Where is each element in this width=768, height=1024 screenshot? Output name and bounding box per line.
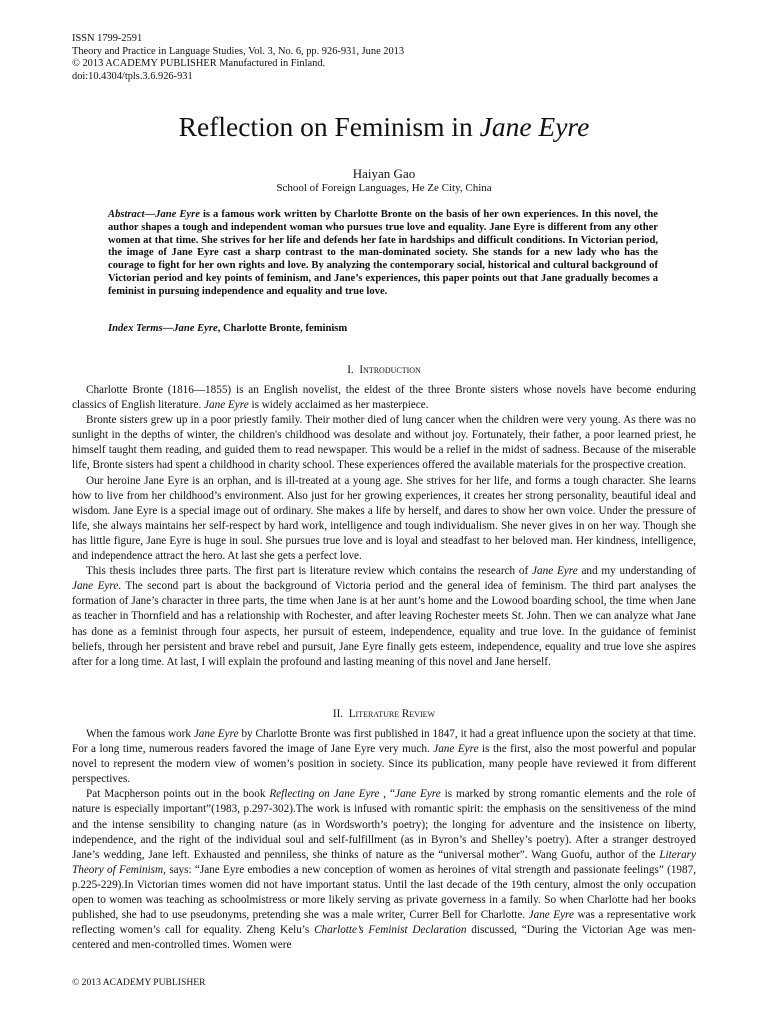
abstract-book: Jane Eyre xyxy=(155,209,200,220)
section-number: I. xyxy=(347,364,354,376)
body-paragraph xyxy=(72,727,696,787)
section-title: Introduction xyxy=(359,364,421,376)
italic-title-run: Charlotte’s Feminist Declaration xyxy=(314,924,467,937)
copyright-line: © 2013 ACADEMY PUBLISHER Manufactured in Finland. xyxy=(72,58,326,69)
title-book: Jane Eyre xyxy=(479,111,590,142)
abstract xyxy=(108,209,658,299)
page-footer: © 2013 ACADEMY PUBLISHER xyxy=(72,977,206,988)
body-paragraph xyxy=(72,413,696,473)
italic-title-run: Jane Eyre xyxy=(532,565,578,578)
italic-title-run: Reflecting on Jane Eyre xyxy=(269,788,380,801)
author-affiliation: School of Foreign Languages, He Ze City, China xyxy=(276,182,492,194)
text-run: , “ xyxy=(379,788,395,801)
italic-title-run: Jane Eyre xyxy=(72,580,119,593)
italic-title-run: Literary Theory of Feminism xyxy=(72,848,696,876)
text-run: is widely acclaimed as her masterpiece. xyxy=(248,399,429,412)
text-run: This thesis includes three parts. The first part is literature review which contains the research of xyxy=(86,565,533,578)
text-run: Charlotte Bronte (1816—1855) is an English novelist, the eldest of the three Bronte sisters whose novels have become enduring classics of English literature. xyxy=(72,384,696,412)
italic-title-run: Jane Eyre xyxy=(193,728,239,740)
text-run: , says: “Jane Eyre embodies a new conception of women as heroines of vital strength and passionate feelings” (1987, p.225-229).In Victorian times women did not have important status. Until the last decade of the 19th century, almost the only occupation open to women was teaching as schoolmistress or more likely serving as private governess in a family. So when Charlotte had her books published, she had to use pseudonyms, pretending she was a male writer, Currer Bell for Charlotte. xyxy=(72,863,696,922)
paper-title xyxy=(0,110,768,144)
body-paragraph xyxy=(72,474,696,565)
body-paragraph xyxy=(72,383,696,413)
issn-line: ISSN 1799-2591 xyxy=(72,33,143,44)
text-run: by Charlotte Bronte was first published in 1847, it had a great influence upon the society at that time. For a long time, numerous readers favored the image of Jane Eyre very much. xyxy=(72,728,696,756)
text-run: When the famous work xyxy=(86,728,194,740)
abstract-dash: — xyxy=(144,209,156,220)
section-number: II. xyxy=(332,708,344,720)
text-run: and my understanding of xyxy=(577,565,697,578)
text-run: is marked by strong romantic elements and the role of nature is especially important”(1983, p.297-302).The work is infused with romantic spirit: the emphasis on the sensitiveness of the mind and the intense sensibility to changing nature (as in Wordsworth’s poetry); the longing for adventure and the insistence on liberty, independence, and the right of the individual soul and self-fulfillment (as in Byron’s and Shelley’s poetry). After a stranger destroyed Jane’s wedding, Jane left. Exhausted and penniless, she thinks of nature as the “universal mother”. Wang Guofu, author of the xyxy=(72,788,696,861)
text-run: was a representative work reflecting women’s call for equality. Zheng Kelu’s xyxy=(72,909,696,937)
body-paragraph xyxy=(72,787,696,953)
body-paragraph xyxy=(72,564,696,670)
section-heading-introduction xyxy=(0,363,768,377)
italic-title-run: Jane Eyre xyxy=(528,909,574,922)
text-run: is the first, also the most powerful and popular novel to represent the modern view of women’s position in society. Since its publication, many people have reviewed it from different perspectives. xyxy=(72,743,696,786)
abstract-label: Abstract xyxy=(108,209,145,220)
text-run: discussed, “During the Victorian Age was men-centered and men-controlled times. Women were xyxy=(72,924,697,952)
italic-title-run: Jane Eyre xyxy=(204,399,249,412)
text-run: Bronte sisters grew up in a poor priestly family. Their mother died of lung cancer when the children were very young. As there was no sunlight in the depths of winter, the children's childhood was desolate and without joy. Fortunately, their father, a poor learned priest, he himself taught them reading, and guided them to read newspaper. This would be a relief in the midst of sadness. Because of the miserable life, Bronte sisters had spent a childhood in charity school. These experiences offered the available materials for the prospective creation. xyxy=(72,414,696,472)
abstract-text: is a famous work written by Charlotte Bronte on the basis of her own experiences. In this novel, the author shapes a tough and independent woman who pursues true love and equality. Jane Eyre is different from any other women at that time. She strives for her life and defends her fate in hardships and difficult conditions. In Victorian period, the image of Jane Eyre cast a sharp contrast to the man-dominated society. She stands for a new lady who has the courage to fight for her own rights and love. By analyzing the contemporary social, historical and cultural background of Victorian period and key points of feminism, and Jane’s experiences, this paper points out that Jane gradually becomes a feminist in pursuing independence and equality and true love. xyxy=(108,209,658,297)
index-terms-rest: , Charlotte Bronte, feminism xyxy=(217,323,348,334)
index-terms-book: Jane Eyre xyxy=(173,323,218,334)
index-terms-label: Index Terms xyxy=(108,323,163,334)
section-heading-literature-review xyxy=(0,707,768,721)
doi-line: doi:10.4304/tpls.3.6.926-931 xyxy=(72,70,193,82)
author-name: Haiyan Gao xyxy=(352,166,416,181)
italic-title-run: Jane Eyre xyxy=(433,743,479,756)
text-run: Our heroine Jane Eyre is an orphan, and is ill-treated at a young age. She strives for her life, and forms a tough character. She learns how to live from her childhood’s environment. Also just for her growing experiences, it creates her strong personality, beautiful ideal and wisdom. Jane Eyre is a special image out of ordinary. She makes a life by herself, and dares to show her own voice. Under the pressure of life, she always maintains her self-respect by hard work, intelligence and tough individualism. She never gives in on her way. Though she has little figure, Jane Eyre is huge in soul. She pursues true love and is loyal and steadfast to her beloved man. Her kindness, intelligence, and independence attract the hero. At last she gets a perfect love. xyxy=(72,474,696,563)
text-run: Pat Macpherson points out in the book xyxy=(86,788,270,801)
title-prefix: Reflection on Feminism in xyxy=(178,111,480,142)
index-terms xyxy=(108,322,658,335)
introduction-body xyxy=(72,383,696,670)
index-terms-dash: — xyxy=(162,323,174,334)
journal-citation: Theory and Practice in Language Studies, Vol. 3, No. 6, pp. 926-931, June 2013 xyxy=(72,45,405,57)
italic-title-run: Jane Eyre xyxy=(394,788,441,801)
journal-header xyxy=(72,33,404,83)
text-run: . The second part is about the background of Victoria period and the general idea of feminism. The third part analyses the formation of Jane’s character in three parts, the time when Jane is at her aunt’s home and the Lowood boarding school, the time when Jane as teacher in Thornfield and has a relationship with Rochester, and after leaving Rochester meets St. John. Then we can analyze what Jane has done as a feminist through four aspects, her pursuit of esteem, independence, equality and true love. In the guidance of feminist beliefs, through her persistent and brave rebel and pursuit, Jane Eyre finally gets esteem, independence, equality and true love she aspires after for a long time. At last, I will explain the profound and lasting meaning of this novel and Jane herself. xyxy=(72,580,697,668)
section-title: Literature Review xyxy=(348,708,436,720)
literature-review-body xyxy=(72,727,696,953)
